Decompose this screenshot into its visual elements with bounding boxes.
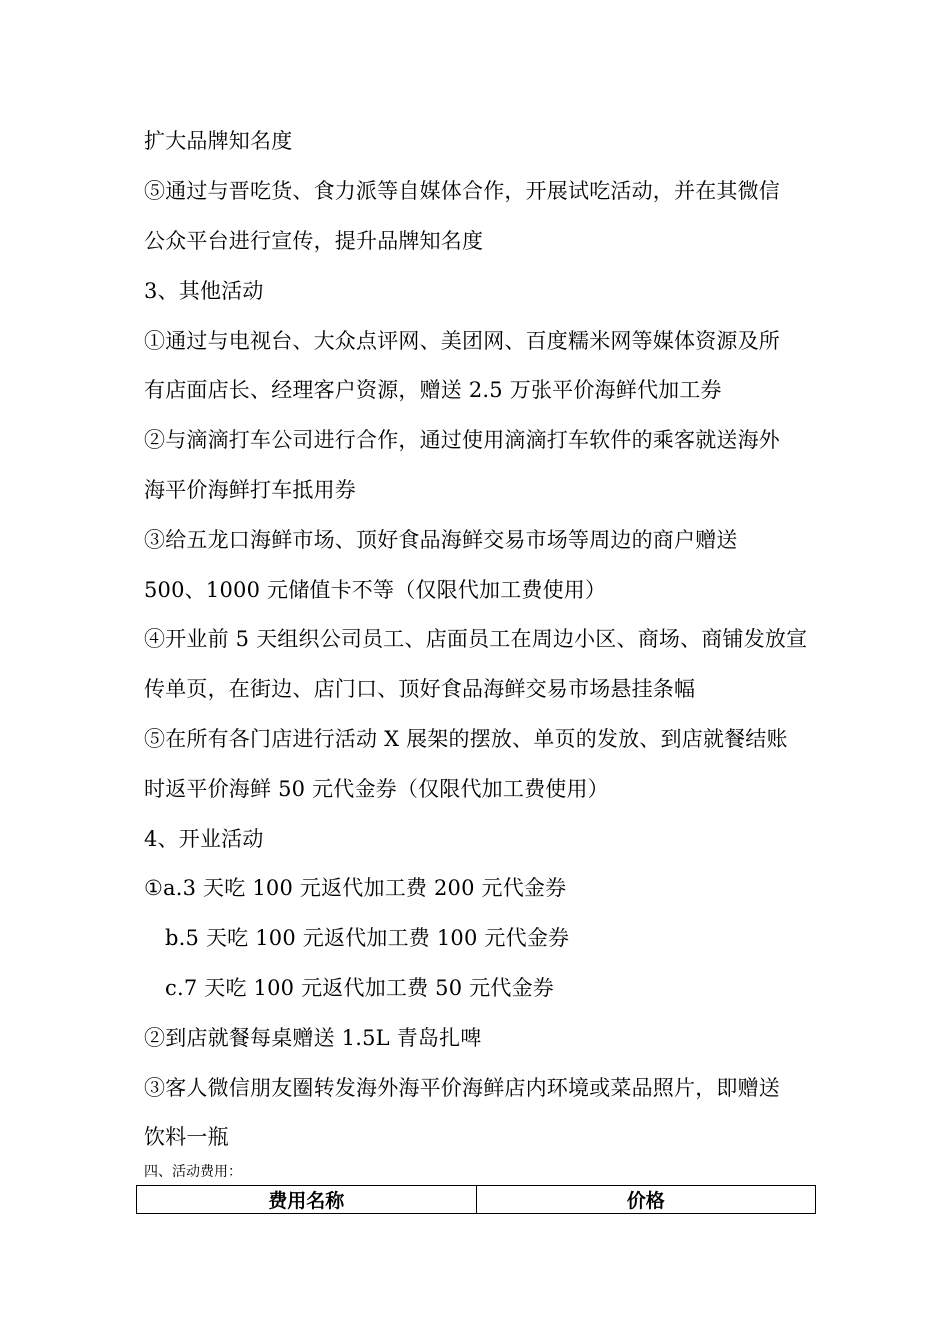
paragraph-line: ①a.3 天吃 100 元返代加工费 200 元代金券: [144, 876, 567, 900]
paragraph-line: ③客人微信朋友圈转发海外海平价海鲜店内环境或菜品照片，即赠送: [144, 1076, 780, 1100]
paragraph-line: ③给五龙口海鲜市场、顶好食品海鲜交易市场等周边的商户赠送: [144, 528, 738, 552]
paragraph-line: ⑤通过与晋吃货、食力派等自媒体合作，开展试吃活动，并在其微信: [144, 179, 780, 203]
paragraph-line: 500、1000 元储值卡不等（仅限代加工费使用）: [144, 578, 607, 602]
paragraph-line: ④开业前 5 天组织公司员工、店面员工在周边小区、商场、商铺发放宣: [144, 627, 808, 651]
paragraph-line: 传单页，在街边、店门口、顶好食品海鲜交易市场悬挂条幅: [144, 677, 696, 701]
paragraph-line: 时返平价海鲜 50 元代金券（仅限代加工费使用）: [144, 777, 609, 801]
paragraph-line: c.7 天吃 100 元返代加工费 50 元代金券: [165, 976, 554, 1000]
paragraph-line: 公众平台进行宣传，提升品牌知名度: [144, 229, 484, 253]
paragraph-line: 饮料一瓶: [144, 1125, 229, 1149]
paragraph-line: ②到店就餐每桌赠送 1.5L 青岛扎啤: [144, 1026, 482, 1050]
paragraph-line: ⑤在所有各门店进行活动 X 展架的摆放、单页的发放、到店就餐结账: [144, 727, 788, 751]
table-header-row: [137, 1186, 816, 1214]
paragraph-line: 海平价海鲜打车抵用券: [144, 478, 356, 502]
paragraph-line: 扩大品牌知名度: [144, 129, 293, 153]
section-heading-opening-activities: 4、开业活动: [144, 827, 264, 851]
table-header-price: 价格: [476, 1186, 816, 1214]
fees-section-heading: 四、活动费用：: [144, 1164, 242, 1180]
section-heading-other-activities: 3、其他活动: [144, 279, 264, 303]
paragraph-line: 有店面店长、经理客户资源，赠送 2.5 万张平价海鲜代加工券: [144, 378, 722, 402]
fees-table: [136, 1185, 816, 1214]
paragraph-line: ①通过与电视台、大众点评网、美团网、百度糯米网等媒体资源及所: [144, 329, 780, 353]
table-header-fee-name: 费用名称: [137, 1186, 477, 1214]
paragraph-line: b.5 天吃 100 元返代加工费 100 元代金券: [165, 926, 570, 950]
paragraph-line: ②与滴滴打车公司进行合作，通过使用滴滴打车软件的乘客就送海外: [144, 428, 780, 452]
